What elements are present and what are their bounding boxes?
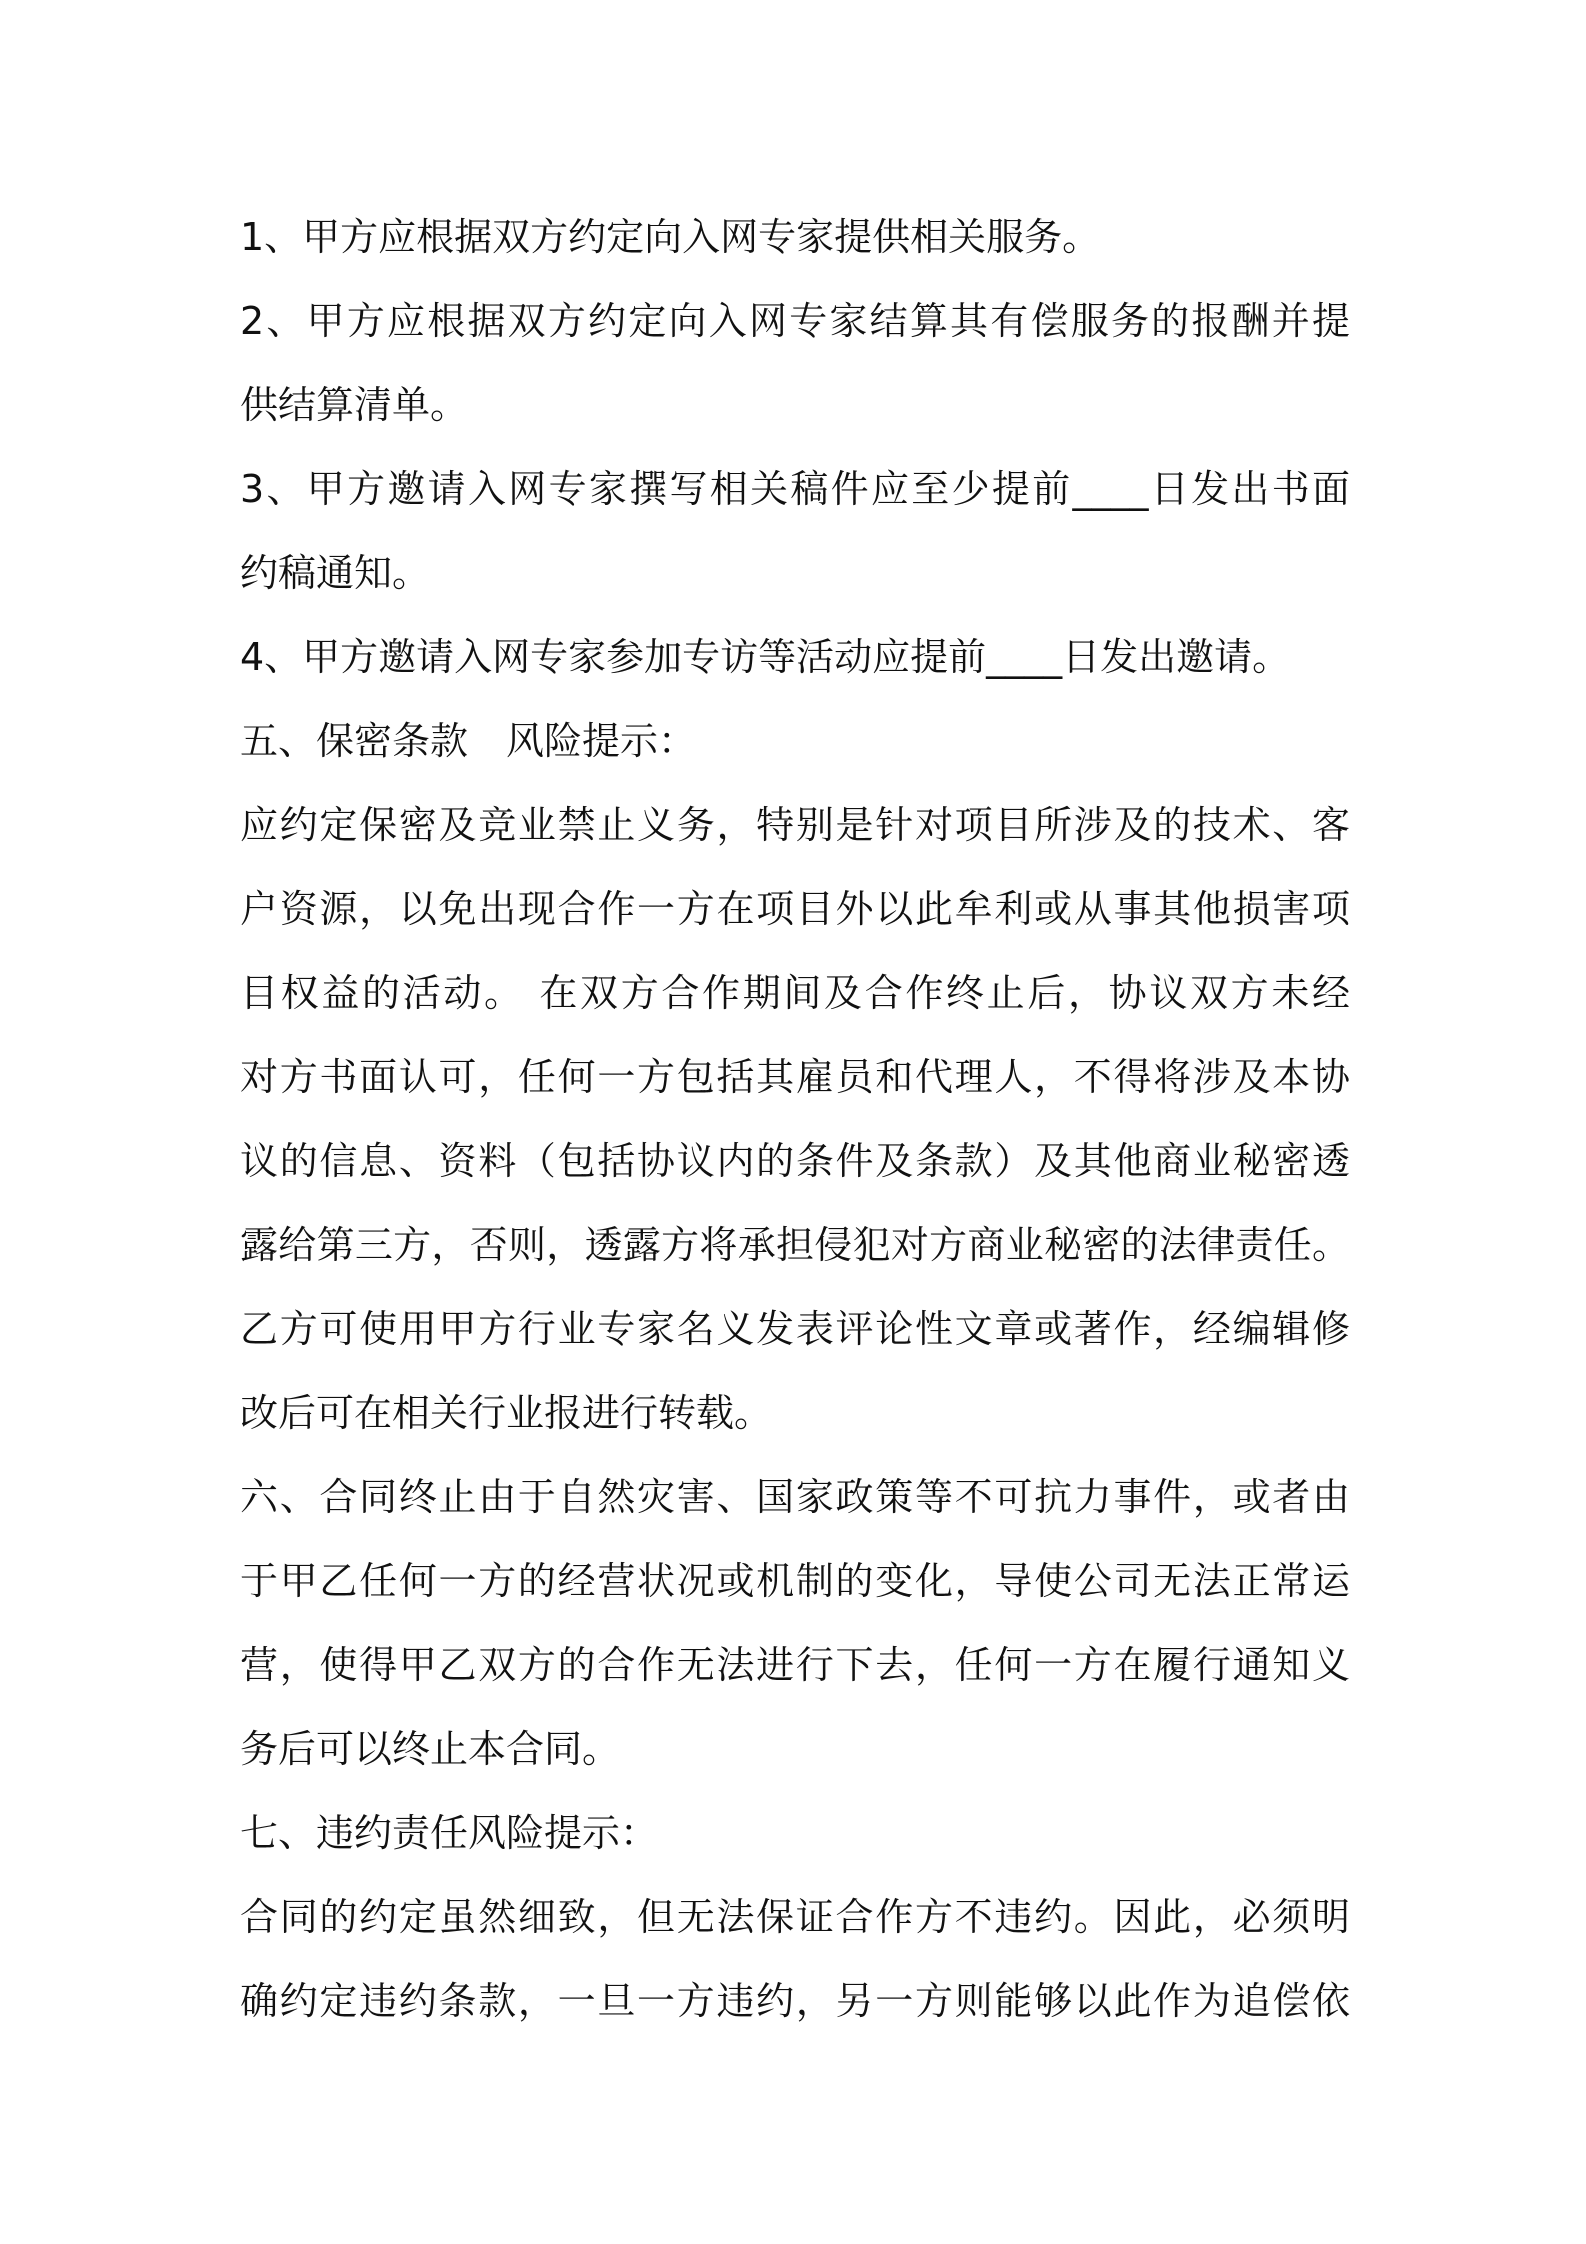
text-line: 营，使得甲乙双方的合作无法进行下去，任何一方在履行通知义	[240, 1643, 1350, 1687]
text-line: 1、甲方应根据双方约定向入网专家提供相关服务。	[240, 215, 1101, 259]
text-line: 乙方可使用甲方行业专家名义发表评论性文章或著作，经编辑修	[240, 1307, 1350, 1351]
text-line: 改后可在相关行业报进行转载。	[240, 1391, 773, 1435]
document-body	[240, 195, 1350, 2043]
text-line: 露给第三方，否则，透露方将承担侵犯对方商业秘密的法律责任。	[240, 1223, 1350, 1267]
text-line: 目权益的活动。 在双方合作期间及合作终止后，协议双方未经	[240, 971, 1350, 1015]
section-heading: 六、合同终止由于自然灾害、国家政策等不可抗力事件，或者由	[240, 1475, 1350, 1519]
text-line: 确约定违约条款，一旦一方违约，另一方则能够以此作为追偿依	[240, 1979, 1350, 2023]
text-line: 应约定保密及竞业禁止义务，特别是针对项目所涉及的技术、客	[240, 803, 1350, 847]
text-line: 户资源，以免出现合作一方在项目外以此牟利或从事其他损害项	[240, 887, 1350, 931]
text-line: 约稿通知。	[240, 551, 431, 595]
text-line: 合同的约定虽然细致，但无法保证合作方不违约。因此，必须明	[240, 1895, 1350, 1939]
section-heading: 五、保密条款 风险提示：	[240, 719, 697, 763]
text-line: 4、甲方邀请入网专家参加专访等活动应提前____日发出邀请。	[240, 635, 1291, 679]
text-line: 2、甲方应根据双方约定向入网专家结算其有偿服务的报酬并提	[240, 299, 1350, 343]
text-line: 务后可以终止本合同。	[240, 1727, 621, 1771]
section-heading: 七、违约责任风险提示：	[240, 1811, 659, 1855]
text-line: 3、甲方邀请入网专家撰写相关稿件应至少提前____日发出书面	[240, 467, 1350, 511]
text-line: 于甲乙任何一方的经营状况或机制的变化，导使公司无法正常运	[240, 1559, 1350, 1603]
text-line: 对方书面认可，任何一方包括其雇员和代理人，不得将涉及本协	[240, 1055, 1350, 1099]
text-line: 议的信息、资料（包括协议内的条件及条款）及其他商业秘密透	[240, 1139, 1350, 1183]
text-line: 供结算清单。	[240, 383, 469, 427]
